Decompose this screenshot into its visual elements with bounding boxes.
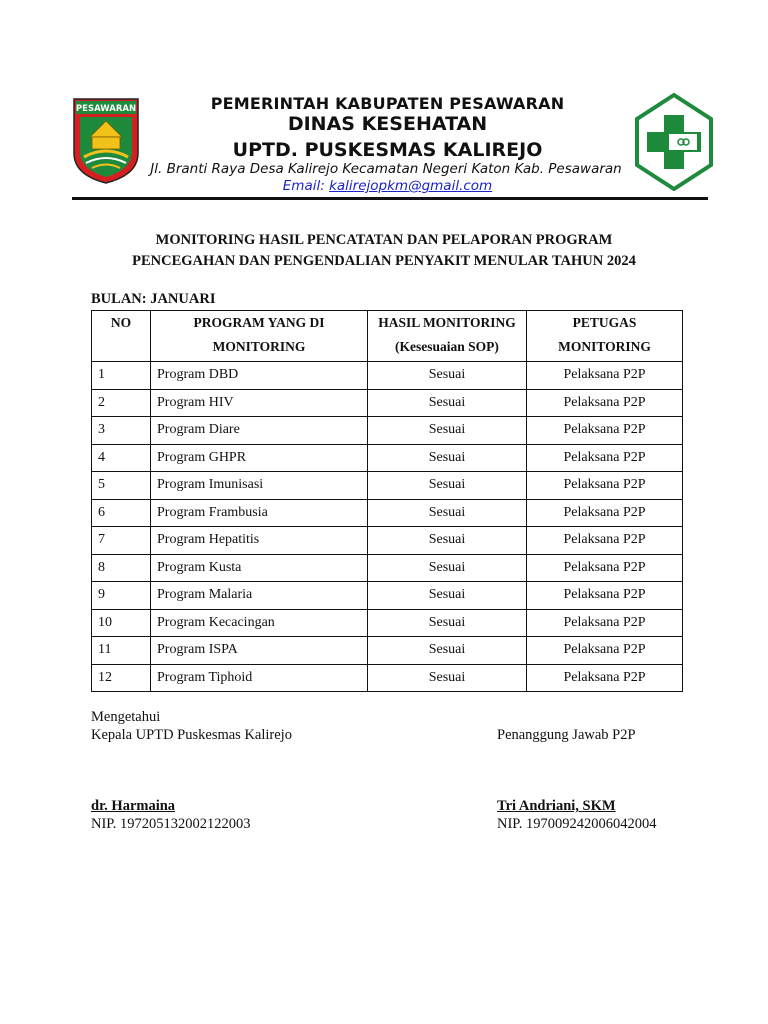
document-title-line2: PENCEGAHAN DAN PENGENDALIAN PENYAKIT MENULAR TAHUN 2024: [132, 253, 636, 269]
right-signatory-nip: NIP. 197009242006042004: [497, 816, 657, 832]
cell-hasil: Sesuai: [368, 362, 527, 390]
cell-no: 10: [92, 609, 151, 637]
cell-no: 8: [92, 554, 151, 582]
letterhead-address: Jl. Branti Raya Desa Kalirejo Kecamatan Negeri Katon Kab. Pesawaran: [150, 161, 622, 177]
table-row: [92, 417, 683, 445]
email-label: Email:: [282, 178, 330, 194]
monitoring-table: [91, 310, 683, 692]
cell-petugas: Pelaksana P2P: [527, 389, 683, 417]
cell-no: 3: [92, 417, 151, 445]
header-program-line1: PROGRAM YANG DI: [193, 315, 325, 330]
letterhead-divider: [72, 197, 708, 200]
right-signature-position: Penanggung Jawab P2P: [497, 727, 636, 743]
left-signatory-name: dr. Harmaina: [91, 798, 176, 814]
table-row: [92, 499, 683, 527]
cell-hasil: Sesuai: [368, 582, 527, 610]
cell-no: 5: [92, 472, 151, 500]
cell-no: 7: [92, 527, 151, 555]
table-header-row: [92, 311, 683, 362]
header-hasil-line2: (Kesesuaian SOP): [395, 339, 499, 354]
cell-program: Program Kusta: [151, 554, 368, 582]
left-signature-position: Kepala UPTD Puskesmas Kalirejo: [91, 727, 292, 743]
letterhead-department: DINAS KESEHATAN: [287, 113, 488, 135]
cell-program: Program Tiphoid: [151, 664, 368, 692]
cell-petugas: Pelaksana P2P: [527, 582, 683, 610]
cell-hasil: Sesuai: [368, 664, 527, 692]
cell-program: Program Frambusia: [151, 499, 368, 527]
cell-program: Program DBD: [151, 362, 368, 390]
cell-program: Program Diare: [151, 417, 368, 445]
email-link[interactable]: kalirejopkm@gmail.com: [329, 178, 493, 194]
letterhead-government: PEMERINTAH KABUPATEN PESAWARAN: [210, 94, 565, 113]
puskesmas-logo: [635, 93, 713, 191]
cell-no: 11: [92, 637, 151, 665]
cell-hasil: Sesuai: [368, 444, 527, 472]
svg-text:PESAWARAN: PESAWARAN: [75, 104, 137, 114]
cell-petugas: Pelaksana P2P: [527, 554, 683, 582]
cell-petugas: Pelaksana P2P: [527, 362, 683, 390]
cell-no: 6: [92, 499, 151, 527]
cell-no: 1: [92, 362, 151, 390]
table-row: [92, 362, 683, 390]
cell-petugas: Pelaksana P2P: [527, 637, 683, 665]
cell-program: Program Malaria: [151, 582, 368, 610]
left-signature-heading: Mengetahui: [91, 709, 161, 725]
table-row: [92, 389, 683, 417]
header-no: [92, 311, 151, 362]
cell-petugas: Pelaksana P2P: [527, 472, 683, 500]
table-row: [92, 664, 683, 692]
cell-program: Program Kecacingan: [151, 609, 368, 637]
cell-program: Program Hepatitis: [151, 527, 368, 555]
cell-hasil: Sesuai: [368, 527, 527, 555]
cell-hasil: Sesuai: [368, 637, 527, 665]
cell-petugas: Pelaksana P2P: [527, 527, 683, 555]
cell-no: 9: [92, 582, 151, 610]
header-petugas-line2: MONITORING: [558, 339, 651, 354]
table-row: [92, 444, 683, 472]
cell-hasil: Sesuai: [368, 554, 527, 582]
cell-petugas: Pelaksana P2P: [527, 664, 683, 692]
cell-program: Program GHPR: [151, 444, 368, 472]
header-program-line2: MONITORING: [212, 339, 306, 354]
cell-petugas: Pelaksana P2P: [527, 499, 683, 527]
cell-hasil: Sesuai: [368, 417, 527, 445]
table-row: [92, 472, 683, 500]
table-row: [92, 554, 683, 582]
cell-program: Program Imunisasi: [151, 472, 368, 500]
letterhead-email: [130, 178, 645, 194]
table-row: [92, 637, 683, 665]
cell-hasil: Sesuai: [368, 609, 527, 637]
cell-petugas: Pelaksana P2P: [527, 444, 683, 472]
letterhead-institution: UPTD. PUSKESMAS KALIREJO: [232, 139, 543, 161]
header-hasil: [368, 311, 527, 362]
table-row: [92, 582, 683, 610]
cell-program: Program ISPA: [151, 637, 368, 665]
header-hasil-line1: HASIL MONITORING: [378, 315, 516, 330]
header-program: [151, 311, 368, 362]
cell-hasil: Sesuai: [368, 472, 527, 500]
header-petugas: [527, 311, 683, 362]
document-title-line1: MONITORING HASIL PENCATATAN DAN PELAPORAN PROGRAM: [155, 232, 613, 248]
table-row: [92, 609, 683, 637]
table-row: [92, 527, 683, 555]
cell-no: 2: [92, 389, 151, 417]
right-signatory-name: Tri Andriani, SKM: [497, 798, 616, 814]
cell-petugas: Pelaksana P2P: [527, 417, 683, 445]
month-label: BULAN: JANUARI: [91, 291, 216, 307]
cell-no: 4: [92, 444, 151, 472]
left-signatory-nip: NIP. 197205132002122003: [91, 816, 251, 832]
cell-no: 12: [92, 664, 151, 692]
cell-hasil: Sesuai: [368, 499, 527, 527]
header-petugas-line1: PETUGAS: [572, 315, 637, 330]
cell-petugas: Pelaksana P2P: [527, 609, 683, 637]
header-no-text: NO: [110, 315, 132, 330]
cell-hasil: Sesuai: [368, 389, 527, 417]
cell-program: Program HIV: [151, 389, 368, 417]
